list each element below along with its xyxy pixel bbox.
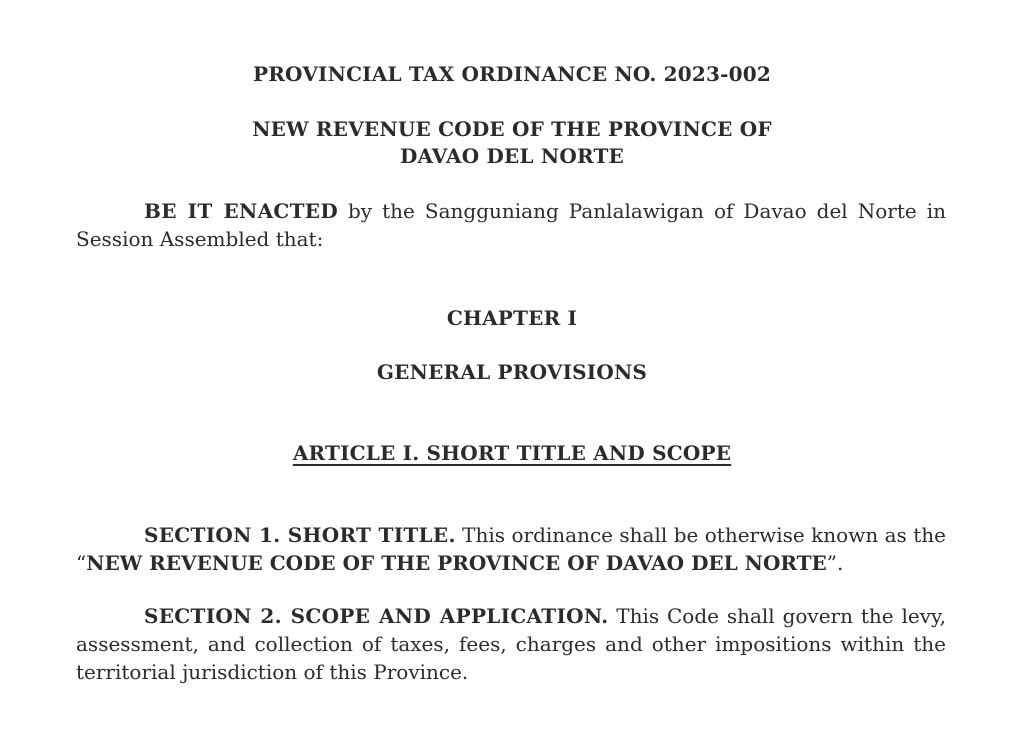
- section-2-lead: SECTION 2. SCOPE AND APPLICATION.: [144, 604, 609, 628]
- enacting-clause-lead: BE IT ENACTED: [144, 199, 338, 223]
- section-1-lead: SECTION 1. SHORT TITLE.: [144, 523, 456, 547]
- code-title-line2: DAVAO DEL NORTE: [400, 144, 624, 168]
- article-heading-wrap: [0, 439, 1024, 467]
- section-1-text: This ordinance shall be otherwise known as the “: [76, 523, 946, 575]
- section-2: [76, 602, 946, 686]
- enacting-clause-text: by the Sangguniang Panlalawigan of Davao del Norte in Session Assembled that:: [76, 199, 946, 251]
- chapter-title: GENERAL PROVISIONS: [376, 360, 648, 384]
- section-1-emphasis: NEW REVENUE CODE OF THE PROVINCE OF DAVAO DEL NORTE: [86, 551, 827, 575]
- section-1-text-end: ”.: [826, 551, 844, 575]
- code-title-line1: NEW REVENUE CODE OF THE PROVINCE OF: [252, 117, 772, 141]
- chapter-number: CHAPTER I: [446, 306, 578, 330]
- section-1: [76, 521, 946, 577]
- article-heading: ARTICLE I. SHORT TITLE AND SCOPE: [292, 441, 732, 465]
- enacting-clause: [76, 197, 946, 253]
- section-2-text: This Code shall govern the levy, assessment, and collection of taxes, fees, charges and other impositions within the territorial jurisdiction of this Province.: [76, 604, 946, 684]
- ordinance-number: PROVINCIAL TAX ORDINANCE NO. 2023-002: [252, 62, 771, 86]
